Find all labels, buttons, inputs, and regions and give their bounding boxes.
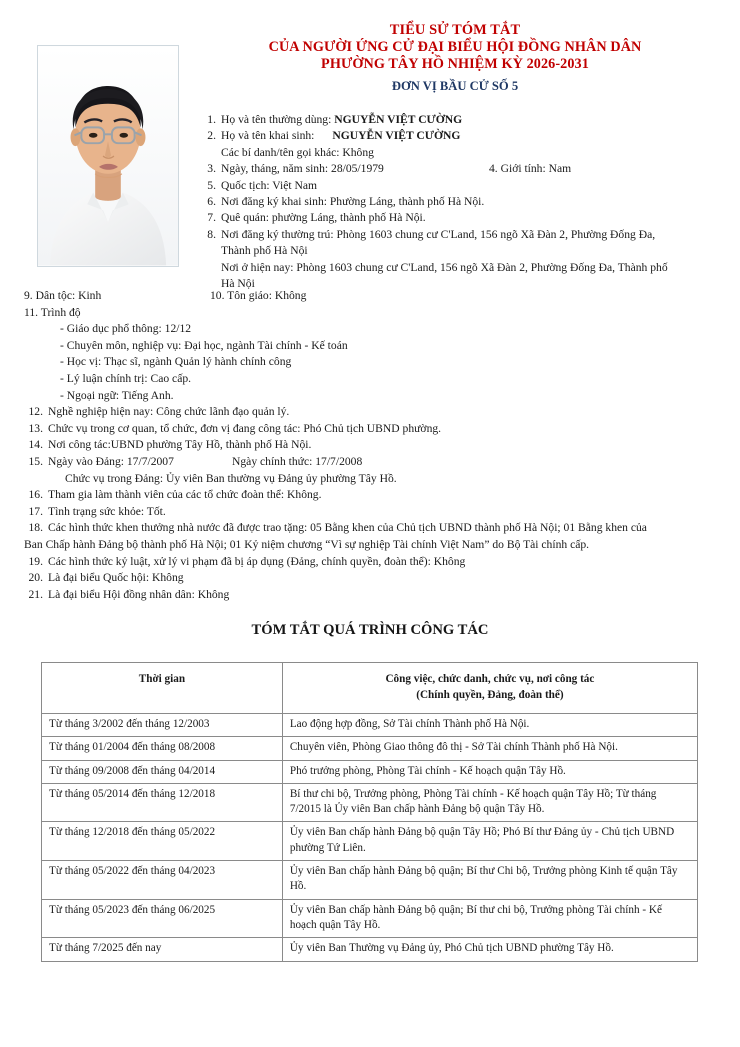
health-status: Tình trạng sức khỏe: Tốt. — [48, 504, 166, 518]
education-political-theory: - Lý luận chính trị: Cao cấp. — [60, 371, 192, 385]
permanent-residence-line1: Nơi đăng ký thường trú: Phòng 1603 chung cư C'Land, 156 ngõ Xã Đàn 2, Phường Đống Đa, — [221, 227, 656, 241]
item-number: 1. — [207, 113, 216, 126]
cell-period: Từ tháng 09/2008 đến tháng 04/2014 — [42, 760, 283, 783]
hometown: Quê quán: phường Láng, thành phố Hà Nội. — [221, 211, 426, 225]
education-foreign-language: - Ngoại ngữ: Tiếng Anh. — [60, 388, 174, 402]
candidate-common-name: NGUYỄN VIỆT CƯỜNG — [334, 113, 463, 126]
cell-period: Từ tháng 3/2002 đến tháng 12/2003 — [42, 714, 283, 737]
title-line-2: CỦA NGƯỜI ỨNG CỬ ĐẠI BIỂU HỘI ĐỒNG NHÂN DÂN — [268, 38, 642, 55]
info-item-9 — [24, 288, 716, 305]
cell-period: Từ tháng 12/2018 đến tháng 05/2022 — [42, 822, 283, 861]
career-summary-heading: TÓM TẮT QUÁ TRÌNH CÔNG TÁC — [251, 622, 489, 638]
title-line-3: PHƯỜNG TÂY HỒ NHIỆM KỲ 2026-2031 — [321, 55, 589, 72]
info-item-1 — [199, 112, 711, 128]
date-of-birth: Ngày, tháng, năm sinh: 28/05/1979 — [221, 162, 384, 176]
info-item-20: 20. Là đại biểu Quốc hội: Không — [28, 571, 184, 585]
personal-info-right-column — [199, 112, 711, 292]
item-label: Họ và tên khai sinh: — [221, 129, 315, 143]
cell-position: Ủy viên Ban chấp hành Đảng bộ quận Tây Hồ; Phó Bí thư Đảng ủy - Chủ tịch UBND phường Tứ Liên. — [282, 822, 697, 861]
current-residence-line1: Nơi ở hiện nay: Phòng 1603 chung cư C'Land, 156 ngõ Xã Đàn 2, Phường Đống Đa, Thành phố — [221, 260, 668, 274]
info-item-21: 21. Là đại biểu Hội đồng nhân dân: Không — [28, 587, 230, 601]
info-item-4-gender: 4. Giới tính: Nam — [489, 162, 572, 176]
info-item-5 — [199, 178, 711, 194]
info-item-6 — [199, 194, 711, 210]
cell-position: Phó trưởng phòng, Phòng Tài chính - Kế hoạch quận Tây Hồ. — [282, 760, 697, 783]
cell-period: Từ tháng 05/2022 đến tháng 04/2023 — [42, 861, 283, 900]
candidate-photo — [37, 45, 179, 267]
info-item-12: 12. Nghề nghiệp hiện nay: Công chức lãnh đạo quản lý. — [28, 405, 290, 419]
current-occupation: Nghề nghiệp hiện nay: Công chức lãnh đạo quản lý. — [48, 405, 290, 419]
party-official-date: Ngày chính thức: 17/7/2008 — [232, 454, 363, 468]
info-item-2-aliases: Các bí danh/tên gọi khác: Không — [221, 145, 374, 159]
disciplinary-actions: Các hình thức kỷ luật, xử lý vi phạm đã bị áp dụng (Đảng, chính quyền, đoàn thể): Không — [48, 554, 466, 568]
ethnicity: 9. Dân tộc: Kinh — [24, 289, 102, 302]
table-row — [42, 938, 698, 961]
info-item-8 — [199, 227, 711, 293]
cell-position: Lao động hợp đồng, Sở Tài chính Thành phố Hà Nội. — [282, 714, 697, 737]
item-number: 2. — [207, 129, 216, 143]
cell-period: Từ tháng 05/2014 đến tháng 12/2018 — [42, 783, 283, 822]
info-item-15: 15. Ngày vào Đảng: 17/7/2007 Ngày chính thức: 17/7/2008 — [24, 454, 716, 471]
candidate-birth-name: NGUYỄN VIỆT CƯỜNG — [332, 129, 461, 143]
cell-period: Từ tháng 7/2025 đến nay — [42, 938, 283, 961]
education-degree: - Học vị: Thạc sĩ, ngành Quản lý hành chính công — [60, 355, 292, 369]
item-number: 8. — [207, 227, 216, 241]
party-position: Chức vụ trong Đảng: Ủy viên Ban thường vụ Đảng ủy phường Tây Hồ. — [65, 471, 397, 485]
is-national-assembly-deputy: Là đại biểu Quốc hội: Không — [48, 571, 184, 585]
personal-info-full-width — [24, 288, 716, 603]
info-item-14: 14. Nơi công tác:UBND phường Tây Hồ, thành phố Hà Nội. — [28, 438, 312, 452]
document-title-block — [195, 22, 715, 96]
current-residence-line2: Hà Nội — [221, 277, 255, 291]
table-row — [42, 822, 698, 861]
column-header-period: Thời gian — [42, 663, 283, 714]
workplace: Nơi công tác:UBND phường Tây Hồ, thành phố Hà Nội. — [48, 438, 312, 452]
cell-position: Bí thư chi bộ, Trưởng phòng, Phòng Tài chính - Kế hoạch quận Tây Hồ; Từ tháng 7/2015 là Ủy viên Ban chấp hành Đảng bộ quận Tây Hồ. — [282, 783, 697, 822]
table-row — [42, 899, 698, 938]
info-item-17: 17. Tình trạng sức khỏe: Tốt. — [28, 504, 166, 518]
info-item-11: 11. Trình độ — [24, 305, 81, 319]
info-item-19: 19. Các hình thức kỷ luật, xử lý vi phạm đã bị áp dụng (Đảng, chính quyền, đoàn thể): Không — [28, 554, 466, 568]
table-row — [42, 714, 698, 737]
column-header-position-line1: Công việc, chức danh, chức vụ, nơi công tác — [385, 673, 595, 685]
info-item-13: 13. Chức vụ trong cơ quan, tổ chức, đơn vị đang công tác: Phó Chủ tịch UBND phường. — [28, 421, 442, 435]
birth-registration-place: Nơi đăng ký khai sinh: Phường Láng, thành phố Hà Nội. — [221, 195, 485, 209]
column-header-position-line2: (Chính quyền, Đảng, đoàn thể) — [416, 688, 564, 701]
column-header-position — [282, 663, 697, 714]
info-item-7 — [199, 210, 711, 226]
awards-line1: Các hình thức khen thưởng nhà nước đã được trao tặng: 05 Bằng khen của Chủ tịch UBND thành phố Hà Nội; 01 Bằng khen của — [48, 521, 647, 535]
cell-position: Ủy viên Ban chấp hành Đảng bộ quận; Bí thư chi bộ, Trưởng phòng Tài chính - Kế hoạch quận Tây Hồ. — [282, 899, 697, 938]
permanent-residence-line2: Thành phố Hà Nội — [221, 244, 308, 258]
awards-line2: Ban Chấp hành Đảng bộ thành phố Hà Nội; 01 Kỷ niệm chương “Vì sự nghiệp Tài chính Việt Nam” do Bộ Tài chính cấp. — [24, 537, 590, 551]
career-history-table — [41, 662, 698, 962]
table-body — [42, 714, 698, 962]
info-item-3 — [199, 161, 711, 177]
item-number: 6. — [207, 195, 216, 209]
title-line-1: TIỂU SỬ TÓM TẮT — [389, 22, 521, 38]
cell-position: Chuyên viên, Phòng Giao thông đô thị - Sở Tài chính Thành phố Hà Nội. — [282, 737, 697, 760]
item-number: 7. — [207, 211, 216, 225]
organization-membership: Tham gia làm thành viên của các tổ chức đoàn thể: Không. — [48, 488, 322, 502]
info-item-16: 16. Tham gia làm thành viên của các tổ chức đoàn thể: Không. — [28, 488, 322, 502]
is-people-council-deputy: Là đại biểu Hội đồng nhân dân: Không — [48, 587, 230, 601]
nationality: Quốc tịch: Việt Nam — [221, 178, 318, 192]
cell-period: Từ tháng 05/2023 đến tháng 06/2025 — [42, 899, 283, 938]
item-label: Họ và tên thường dùng: — [221, 113, 332, 126]
table-row — [42, 737, 698, 760]
cell-period: Từ tháng 01/2004 đến tháng 08/2008 — [42, 737, 283, 760]
info-item-18: 18. Các hình thức khen thưởng nhà nước đã được trao tặng: 05 Bằng khen của Chủ tịch UBND thành phố Hà Nội; 01 Bằng khen của Ban Chấp hành Đảng bộ thành phố Hà Nội; 01 Kỷ niệm chương “Vì sự nghiệp Tài chính Việt Nam” do Bộ Tài chính cấp. — [24, 520, 716, 553]
religion: 10. Tôn giáo: Không — [210, 289, 307, 302]
table-row — [42, 783, 698, 822]
table-row — [42, 760, 698, 783]
info-item-2 — [199, 128, 711, 144]
current-position: Chức vụ trong cơ quan, tổ chức, đơn vị đang công tác: Phó Chủ tịch UBND phường. — [48, 421, 442, 435]
electoral-unit-label: ĐƠN VỊ BẦU CỬ SỐ 5 — [391, 79, 519, 94]
cell-position: Ủy viên Ban Thường vụ Đảng ủy, Phó Chủ tịch UBND phường Tây Hồ. — [282, 938, 697, 961]
item-number: 5. — [207, 178, 216, 192]
party-join-date: Ngày vào Đảng: 17/7/2007 — [48, 454, 174, 468]
table-header-row — [42, 663, 698, 714]
item-number: 3. — [207, 162, 216, 176]
education-professional: - Chuyên môn, nghiệp vụ: Đại học, ngành Tài chính - Kế toán — [60, 338, 348, 352]
table-row — [42, 861, 698, 900]
education-general: - Giáo dục phổ thông: 12/12 — [60, 322, 192, 336]
education-header: 11. — [24, 305, 39, 319]
cell-position: Ủy viên Ban chấp hành Đảng bộ quận; Bí thư Chi bộ, Trưởng phòng Kinh tế quận Tây Hồ. — [282, 861, 697, 900]
